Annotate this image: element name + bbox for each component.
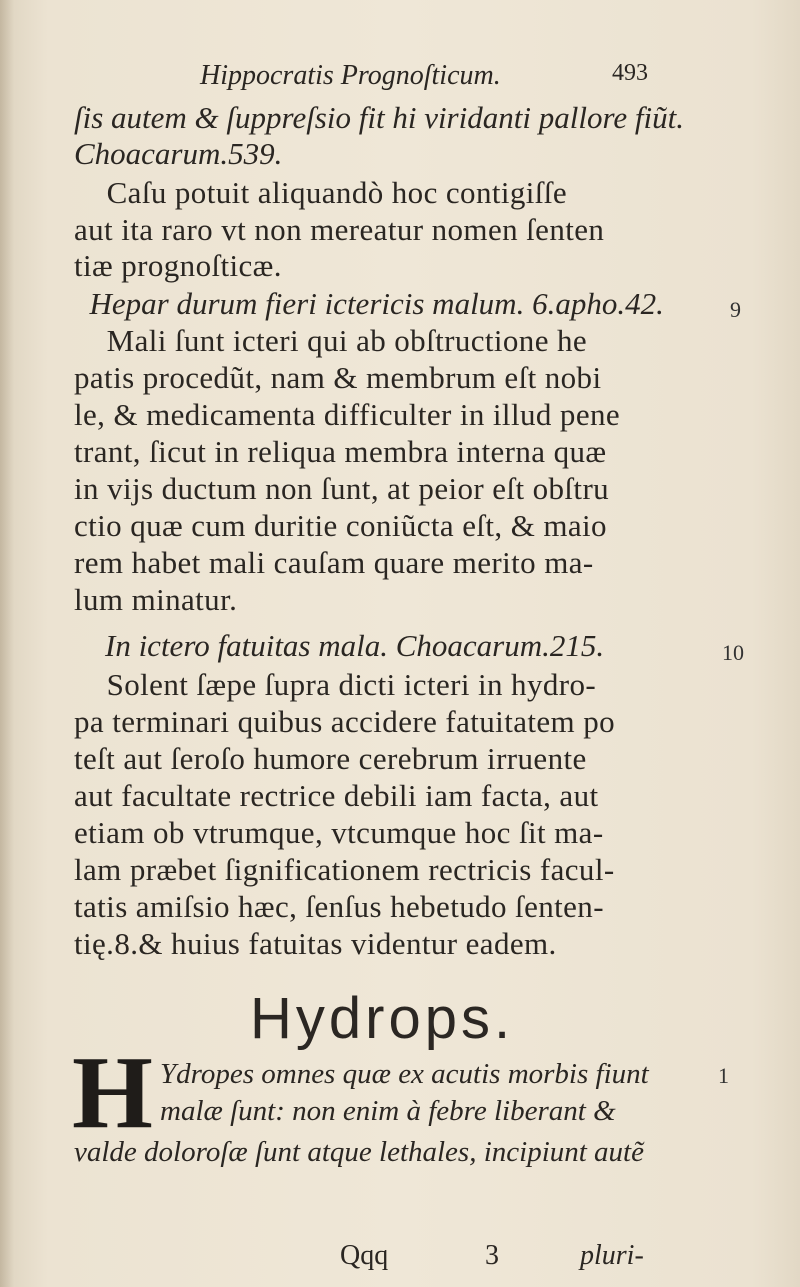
margin-number: 9	[730, 297, 741, 322]
text-line: aut facultate rectrice debili iam facta, aut	[74, 778, 599, 813]
text-line: tatis amiſsio hæc, ſenſus hebetudo ſenten-	[74, 889, 604, 924]
text-line: Hepar durum fieri ictericis malum. 6.apho.42.	[74, 286, 664, 321]
text-line: aut ita raro vt non mereatur nomen ſenten	[74, 212, 605, 247]
text-line: tiæ prognoſticæ.	[74, 248, 282, 283]
text-line: patis procedũt, nam & membrum eſt nobi	[74, 360, 602, 395]
running-head-title: Hippocratis Prognoſticum.	[200, 60, 501, 91]
catchword: pluri-	[580, 1240, 644, 1271]
drop-cap-initial: H	[72, 1035, 153, 1150]
margin-number: 10	[722, 640, 744, 665]
text-line: lum minatur.	[74, 582, 238, 617]
gathering-number: 3	[485, 1240, 499, 1271]
signature-mark: Qqq	[340, 1240, 389, 1271]
text-line: Ydropes omnes quæ ex acutis morbis fiunt	[160, 1058, 649, 1090]
page-number: 493	[612, 60, 648, 86]
text-line: ctio quæ cum duritie coniũcta eſt, & maio	[74, 508, 607, 543]
text-line: le, & medicamenta difficulter in illud pene	[74, 397, 621, 432]
text-line: etiam ob vtrumque, vtcumque hoc ſit ma-	[74, 815, 604, 850]
text-line: trant, ſicut in reliqua membra interna quæ	[74, 434, 607, 469]
text-line: pa terminari quibus accidere fatuitatem po	[74, 704, 615, 739]
text-line: valde doloroſæ ſunt atque lethales, incipiunt autẽ	[74, 1136, 644, 1168]
text-line: Solent ſæpe ſupra dicti icteri in hydro-	[74, 667, 597, 702]
text-line: In ictero fatuitas mala. Choacarum.215.	[74, 628, 605, 663]
text-line: Caſu potuit aliquandò hoc contigiſſe	[74, 175, 567, 210]
text-line: rem habet mali cauſam quare merito ma-	[74, 545, 594, 580]
text-line: teſt aut ſeroſo humore cerebrum irruente	[74, 741, 587, 776]
text-line: ſis autem & ſuppreſsio fit hi viridanti pallore fiũt.	[74, 100, 684, 135]
section-heading: Hydrops.	[250, 986, 515, 1051]
text-line: malæ ſunt: non enim à febre liberant &	[160, 1095, 616, 1127]
text-line: lam præbet ſignificationem rectricis facul-	[74, 852, 615, 887]
page-gutter-shadow	[0, 0, 14, 1287]
text-line: tię.8.& huius fatuitas videntur eadem.	[74, 926, 557, 961]
text-line: Mali ſunt icteri qui ab obſtructione he	[74, 323, 588, 358]
margin-number: 1	[718, 1063, 729, 1088]
text-line: Choacarum.539.	[74, 136, 283, 171]
running-head	[200, 60, 660, 92]
text-line: in vijs ductum non ſunt, at peior eſt obſtru	[74, 471, 610, 506]
